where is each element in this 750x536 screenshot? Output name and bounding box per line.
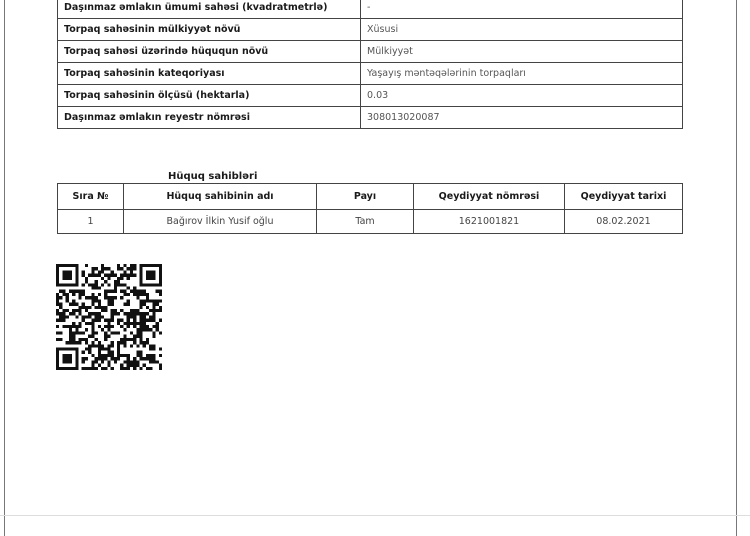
qr-code-icon [56, 264, 162, 370]
info-label: Torpaq sahəsinin mülkiyyət növü [58, 19, 361, 41]
registration-date: 08.02.2021 [565, 210, 683, 234]
info-label: Torpaq sahəsi üzərində hüququn növü [58, 41, 361, 63]
table-row [58, 41, 683, 63]
table-row [58, 210, 683, 234]
info-value: Mülkiyyət [361, 41, 683, 63]
owner-name: Bağırov İlkin Yusif oğlu [124, 210, 317, 234]
table-row [58, 63, 683, 85]
info-label: Daşınmaz əmlakın ümumi sahəsi (kvadratmetrlə) [58, 0, 361, 19]
table-row [58, 107, 683, 129]
owners-table [57, 183, 683, 234]
table-header-row [58, 184, 683, 210]
column-header: Hüquq sahibinin adı [124, 184, 317, 210]
page-divider [0, 515, 750, 516]
column-header: Qeydiyyat tarixi [565, 184, 683, 210]
info-label: Torpaq sahəsinin ölçüsü (hektarla) [58, 85, 361, 107]
column-header: Payı [317, 184, 414, 210]
info-value: 0.03 [361, 85, 683, 107]
info-value: Xüsusi [361, 19, 683, 41]
info-value: 308013020087 [361, 107, 683, 129]
registration-number: 1621001821 [414, 210, 565, 234]
column-header: Qeydiyyat nömrəsi [414, 184, 565, 210]
table-row [58, 85, 683, 107]
table-row [58, 19, 683, 41]
info-label: Daşınmaz əmlakın reyestr nömrəsi [58, 107, 361, 129]
owner-share: Tam [317, 210, 414, 234]
column-header: Sıra № [58, 184, 124, 210]
info-value: Yaşayış məntəqələrinin torpaqları [361, 63, 683, 85]
info-label: Torpaq sahəsinin kateqoriyası [58, 63, 361, 85]
info-value: - [361, 0, 683, 19]
owners-section-title: Hüquq sahibləri [168, 171, 258, 182]
property-info-table [57, 0, 683, 129]
table-row [58, 0, 683, 19]
owner-index: 1 [58, 210, 124, 234]
